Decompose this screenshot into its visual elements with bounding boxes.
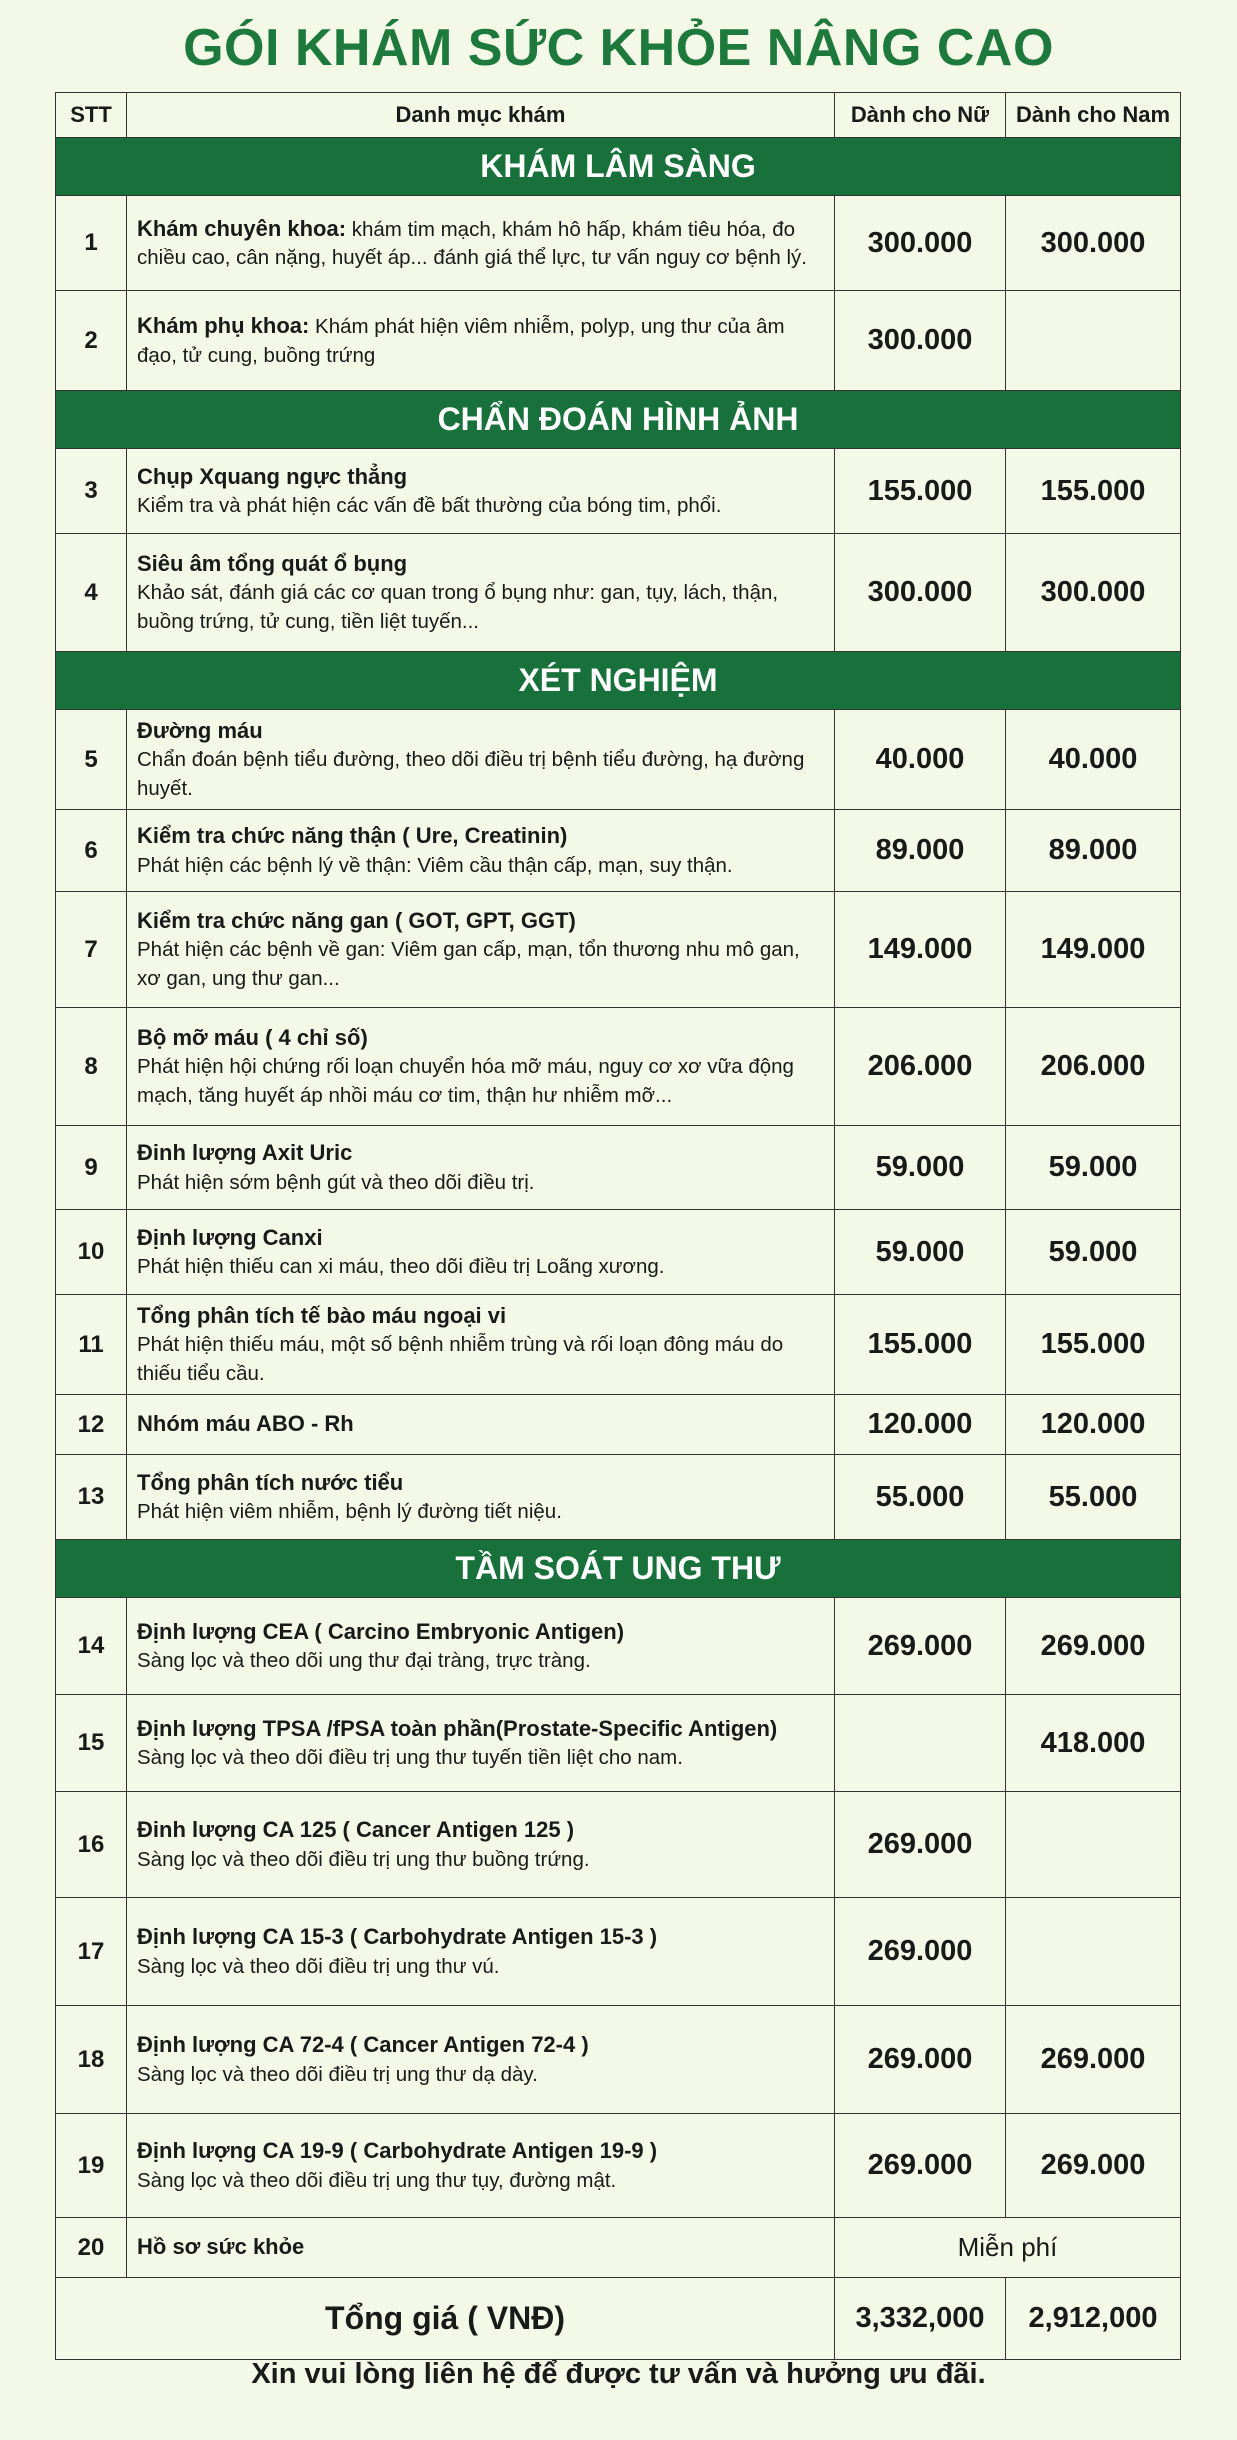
table-row: [56, 892, 1181, 1008]
section-title: TẦM SOÁT UNG THƯ: [56, 1540, 1181, 1598]
item-detail: Kiểm tra và phát hiện các vấn đề bất thường của bóng tim, phổi.: [137, 494, 722, 517]
section-title: XÉT NGHIỆM: [56, 652, 1181, 710]
price-male: 269.000: [1006, 2114, 1181, 2218]
row-number: 17: [56, 1898, 127, 2006]
header-male: Dành cho Nam: [1006, 93, 1181, 138]
row-description: [127, 710, 835, 810]
table-body: [56, 138, 1181, 2360]
item-title: Tổng phân tích tế bào máu ngoại vi: [137, 1303, 507, 1329]
item-detail: khám tim mạch, khám hô hấp, khám tiêu hóa, đo chiều cao, cân nặng, huyết áp... đánh giá thể lực, tư vấn nguy cơ bệnh lý.: [137, 217, 807, 269]
price-male: 40.000: [1006, 710, 1181, 810]
contact-note: Xin vui lòng liên hệ để được tư vấn và hưởng ưu đãi.: [251, 2358, 986, 2390]
item-detail: Phát hiện sớm bệnh gút và theo dõi điều trị.: [137, 1170, 535, 1194]
table-row: [56, 1792, 1181, 1898]
table-header-row: [56, 93, 1181, 138]
item-detail: Phát hiện thiếu máu, một số bệnh nhiễm trùng và rối loạn đông máu do thiếu tiểu cầu.: [137, 1333, 784, 1385]
row-description: [127, 1455, 835, 1540]
price-female: 59.000: [835, 1210, 1006, 1295]
section-header-row: [56, 138, 1181, 196]
row-description: [127, 2218, 835, 2278]
price-male: 300.000: [1006, 534, 1181, 652]
section-header-row: [56, 1540, 1181, 1598]
row-number: 6: [56, 810, 127, 892]
item-detail: Sàng lọc và theo dõi ung thư đại tràng, trực tràng.: [137, 1649, 591, 1673]
item-detail: Phát hiện hội chứng rối loạn chuyển hóa mỡ máu, nguy cơ xơ vữa động mạch, tăng huyết áp nhồi máu cơ tim, thận hư nhiễm mỡ...: [137, 1055, 794, 1107]
total-male: 2,912,000: [1006, 2278, 1181, 2360]
item-title: Tổng phân tích nước tiểu: [137, 1469, 404, 1495]
price-free: Miễn phí: [835, 2218, 1181, 2278]
price-female: 55.000: [835, 1455, 1006, 1540]
row-number: 12: [56, 1395, 127, 1455]
price-female: 89.000: [835, 810, 1006, 892]
table-row: [56, 1008, 1181, 1126]
row-description: [127, 1695, 835, 1792]
price-female: 269.000: [835, 2114, 1006, 2218]
price-male: 418.000: [1006, 1695, 1181, 1792]
item-title: Khám chuyên khoa:: [137, 215, 347, 241]
item-title: Nhóm máu ABO - Rh: [137, 1411, 354, 1437]
pricing-table: [55, 92, 1181, 2360]
row-description: [127, 2006, 835, 2114]
item-detail: Sàng lọc và theo dõi điều trị ung thư dạ dày.: [137, 2062, 538, 2086]
price-male: 59.000: [1006, 1210, 1181, 1295]
row-description: [127, 1210, 835, 1295]
row-number: 2: [56, 291, 127, 391]
row-number: 19: [56, 2114, 127, 2218]
item-detail: Phát hiện các bệnh lý về thận: Viêm cầu thận cấp, mạn, suy thận.: [137, 853, 733, 877]
row-number: 15: [56, 1695, 127, 1792]
row-description: [127, 1598, 835, 1695]
row-number: 1: [56, 196, 127, 291]
row-description: [127, 810, 835, 892]
price-male: 55.000: [1006, 1455, 1181, 1540]
table-row: [56, 1598, 1181, 1695]
section-header-row: [56, 391, 1181, 449]
item-detail: Chẩn đoán bệnh tiểu đường, theo dõi điều trị bệnh tiểu đường, hạ đường huyết.: [137, 748, 805, 800]
page-title: GÓI KHÁM SỨC KHỎE NÂNG CAO: [183, 19, 1054, 77]
item-title: Định lượng Canxi: [137, 1224, 323, 1250]
header-category: Danh mục khám: [127, 93, 835, 138]
item-title: Định lượng TPSA /fPSA toàn phần(Prostate-Specific Antigen): [137, 1715, 778, 1741]
row-number: 4: [56, 534, 127, 652]
price-female: 120.000: [835, 1395, 1006, 1455]
item-detail: Sàng lọc và theo dõi điều trị ung thư tụy, đường mật.: [137, 2168, 617, 2192]
price-female: 155.000: [835, 449, 1006, 534]
row-number: 11: [56, 1295, 127, 1395]
item-title: Kiểm tra chức năng gan ( GOT, GPT, GGT): [137, 908, 576, 934]
item-detail: Sàng lọc và theo dõi điều trị ung thư vú.: [137, 1954, 500, 1978]
table-row: [56, 1210, 1181, 1295]
item-detail: Khám phát hiện viêm nhiễm, polyp, ung thư của âm đạo, tử cung, buồng trứng: [137, 315, 785, 367]
price-female: 149.000: [835, 892, 1006, 1008]
row-number: 8: [56, 1008, 127, 1126]
table-row: [56, 1898, 1181, 2006]
price-female: 269.000: [835, 1598, 1006, 1695]
price-male: 149.000: [1006, 892, 1181, 1008]
price-male: 155.000: [1006, 1295, 1181, 1395]
item-title: Khám phụ khoa:: [137, 313, 310, 339]
table-row: [56, 291, 1181, 391]
row-description: [127, 1792, 835, 1898]
item-title: Định lượng CEA ( Carcino Embryonic Antigen): [137, 1618, 625, 1644]
section-header-row: [56, 652, 1181, 710]
row-number: 13: [56, 1455, 127, 1540]
price-male: [1006, 291, 1181, 391]
item-title: Đường máu: [137, 718, 263, 743]
row-number: 16: [56, 1792, 127, 1898]
table-row: [56, 449, 1181, 534]
total-row: [56, 2278, 1181, 2360]
table-row: [56, 1455, 1181, 1540]
item-detail: Phát hiện thiếu can xi máu, theo dõi điều trị Loãng xương.: [137, 1255, 665, 1279]
item-title: Định lượng CA 72-4 ( Cancer Antigen 72-4 ): [137, 2032, 589, 2058]
row-number: 14: [56, 1598, 127, 1695]
price-female: 300.000: [835, 534, 1006, 652]
item-title: Kiểm tra chức năng thận ( Ure, Creatinin): [137, 823, 568, 849]
row-description: [127, 534, 835, 652]
table-row: [56, 2114, 1181, 2218]
item-title: Đinh lượng CA 125 ( Cancer Antigen 125 ): [137, 1817, 575, 1843]
row-description: [127, 1395, 835, 1455]
row-description: [127, 1898, 835, 2006]
item-detail: Phát hiện viêm nhiễm, bệnh lý đường tiết niệu.: [137, 1500, 562, 1524]
table-row: [56, 196, 1181, 291]
table-row: [56, 1295, 1181, 1395]
health-record-row: [56, 2218, 1181, 2278]
price-female: 300.000: [835, 196, 1006, 291]
item-detail: Phát hiện các bệnh về gan: Viêm gan cấp, mạn, tổn thương nhu mô gan, xơ gan, ung thư gan...: [137, 938, 800, 990]
item-title: Bộ mỡ máu ( 4 chỉ số): [137, 1025, 368, 1051]
table-row: [56, 1695, 1181, 1792]
row-description: [127, 291, 835, 391]
section-title: CHẨN ĐOÁN HÌNH ẢNH: [56, 391, 1181, 449]
price-female: 155.000: [835, 1295, 1006, 1395]
row-number: 7: [56, 892, 127, 1008]
item-title: Định lượng CA 15-3 ( Carbohydrate Antigen 15-3 ): [137, 1924, 658, 1950]
price-male: 89.000: [1006, 810, 1181, 892]
row-description: [127, 1008, 835, 1126]
price-female: 269.000: [835, 2006, 1006, 2114]
price-female: 269.000: [835, 1792, 1006, 1898]
price-male: 155.000: [1006, 449, 1181, 534]
header-stt: STT: [56, 93, 127, 138]
header-female: Dành cho Nữ: [835, 93, 1006, 138]
item-title: Chụp Xquang ngực thẳng: [137, 463, 408, 489]
row-description: [127, 196, 835, 291]
price-male: [1006, 1898, 1181, 2006]
item-title: Siêu âm tổng quát ổ bụng: [137, 550, 408, 576]
table-row: [56, 2006, 1181, 2114]
price-male: [1006, 1792, 1181, 1898]
price-male: 59.000: [1006, 1126, 1181, 1210]
row-number: 20: [56, 2218, 127, 2278]
item-title: Định lượng CA 19-9 ( Carbohydrate Antigen 19-9 ): [137, 2138, 658, 2164]
item-detail: Sàng lọc và theo dõi điều trị ung thư buồng trứng.: [137, 1847, 590, 1871]
table-row: [56, 1395, 1181, 1455]
row-number: 9: [56, 1126, 127, 1210]
price-female: 269.000: [835, 1898, 1006, 2006]
row-number: 18: [56, 2006, 127, 2114]
price-female: 59.000: [835, 1126, 1006, 1210]
price-male: 269.000: [1006, 2006, 1181, 2114]
total-label: Tổng giá ( VNĐ): [56, 2278, 835, 2360]
price-female: [835, 1695, 1006, 1792]
total-female: 3,332,000: [835, 2278, 1006, 2360]
price-male: 269.000: [1006, 1598, 1181, 1695]
table-row: [56, 710, 1181, 810]
price-female: 206.000: [835, 1008, 1006, 1126]
item-title: Hồ sơ sức khỏe: [137, 2234, 305, 2260]
table-row: [56, 810, 1181, 892]
row-number: 10: [56, 1210, 127, 1295]
row-description: [127, 892, 835, 1008]
price-female: 40.000: [835, 710, 1006, 810]
row-description: [127, 449, 835, 534]
row-number: 3: [56, 449, 127, 534]
price-female: 300.000: [835, 291, 1006, 391]
item-detail: Khảo sát, đánh giá các cơ quan trong ổ bụng như: gan, tụy, lách, thận, buồng trứng, tử cung, tiền liệt tuyến...: [137, 581, 779, 633]
table-row: [56, 534, 1181, 652]
table-row: [56, 1126, 1181, 1210]
price-male: 206.000: [1006, 1008, 1181, 1126]
item-detail: Sàng lọc và theo dõi điều trị ung thư tuyến tiền liệt cho nam.: [137, 1746, 683, 1770]
row-description: [127, 2114, 835, 2218]
section-title: KHÁM LÂM SÀNG: [56, 138, 1181, 196]
item-title: Đinh lượng Axit Uric: [137, 1140, 353, 1166]
price-male: 120.000: [1006, 1395, 1181, 1455]
row-description: [127, 1126, 835, 1210]
row-number: 5: [56, 710, 127, 810]
price-male: 300.000: [1006, 196, 1181, 291]
row-description: [127, 1295, 835, 1395]
